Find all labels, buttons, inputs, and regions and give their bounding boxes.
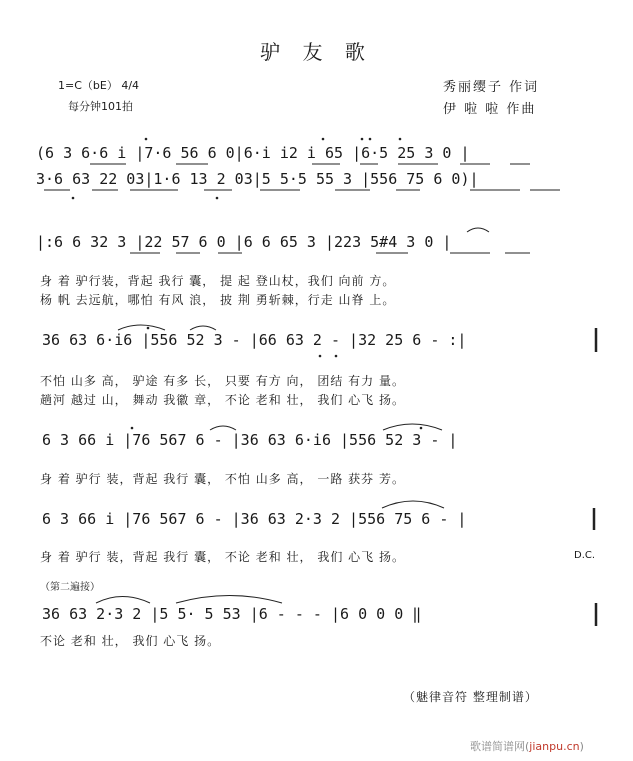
watermark-site: 歌谱简谱网 [470,740,525,753]
tempo: 每分钟101拍 [68,100,133,113]
score-line: |:6 6 32 3 |22 57 6 0 |6 6 65 3 |223 5#4 3 0 | [36,233,452,251]
lyric-line: 身 着 驴行装，背起 我行 囊， 提 起 登山杖，我们 向前 方。 [40,274,396,288]
lyric-line: 趟河 越过 山， 舞动 我徽 章， 不论 老和 壮， 我们 心飞 扬。 [40,393,405,407]
score-line: 6 3 66 i |76 567 6 - |36 63 2·3 2 |556 75 6 - | [42,510,467,528]
lyric-line: 不论 老和 壮， 我们 心飞 扬。 [40,634,221,648]
score-line: (6 3 6·6 i |7·6 56 6 0|6·i i2 i 65 |6·5 25 3 0 | [36,144,470,162]
song-title: 驴 友 歌 [260,40,373,64]
score-line: 6 3 66 i |76 567 6 - |36 63 6·i6 |556 52 3 - | [42,431,458,449]
lyric-line: 身 着 驴行 装，背起 我行 囊， 不论 老和 壮， 我们 心飞 扬。 [40,550,405,564]
composer: 伊 啦 啦 作曲 [443,102,537,117]
second-ending-label: （第二遍接） [40,582,100,593]
dc-mark: D.C. [574,550,596,561]
arranger-credit: （魅律音符 整理制谱） [403,690,538,704]
lyric-line: 杨 帆 去远航，哪怕 有风 浪， 披 荆 勇斩棘，行走 山脊 上。 [40,293,396,307]
lyric-line: 不怕 山多 高， 驴途 有多 长， 只要 有方 向， 团结 有力 量。 [40,374,405,388]
key-signature: 1=C（bE） 4/4 [58,79,140,92]
watermark: 歌谱简谱网(jianpu.cn) [470,740,584,753]
score-line: 36 63 6·i6 |556 52 3 - |66 63 2 - |32 25 6 - :| [42,331,467,349]
watermark-url: jianpu.cn [529,740,580,753]
score-line: 36 63 2·3 2 |5 5· 5 53 |6 - - - |6 0 0 0 ‖ [42,605,422,623]
score-line: 3·6 63 22 03|1·6 13 2 03|5 5·5 55 3 |556 75 6 0)| [36,170,479,188]
lyricist: 秀丽缨子 作词 [443,80,540,95]
lyric-line: 身 着 驴行 装，背起 我行 囊， 不怕 山多 高， 一路 获芬 芳。 [40,472,405,486]
